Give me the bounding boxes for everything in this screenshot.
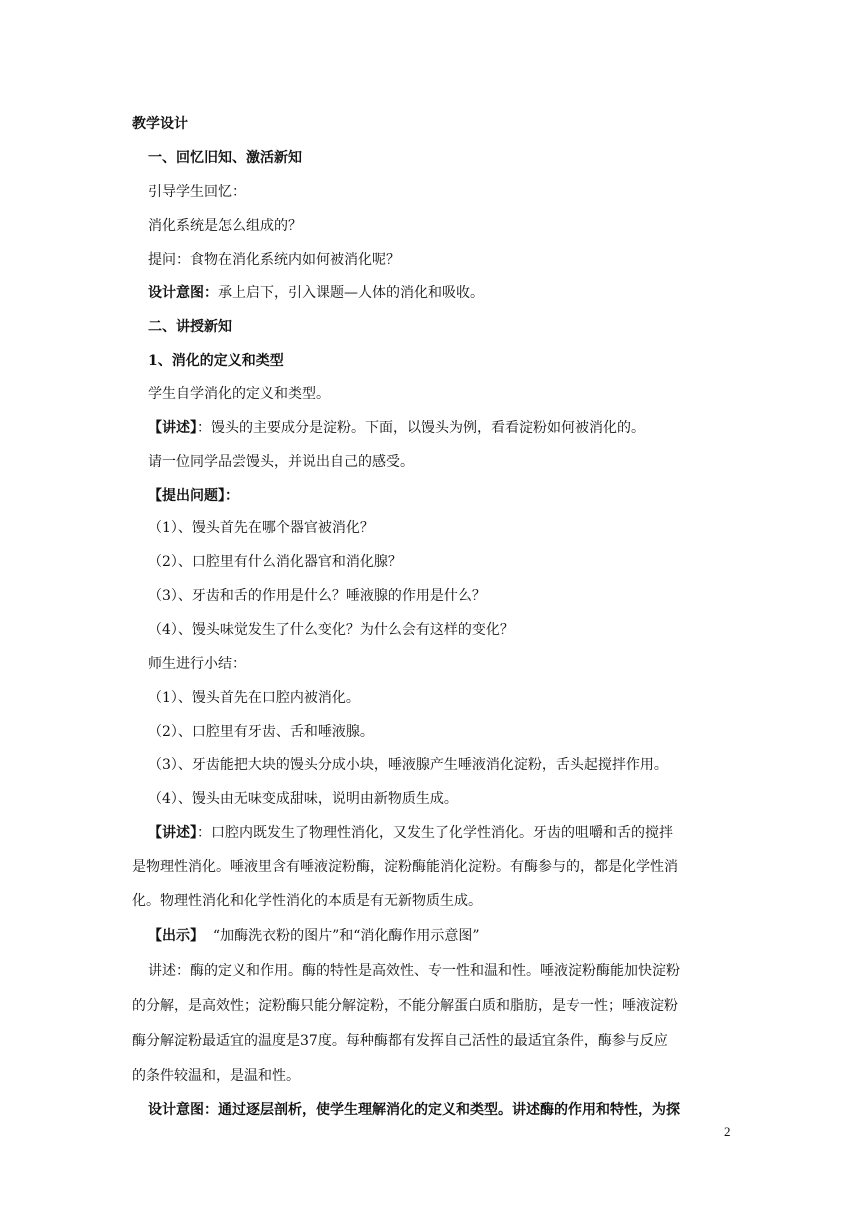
lecture-1-label: 【讲述】	[148, 420, 197, 436]
question-item: （3）、牙齿和舌的作用是什么？唾液腺的作用是什么？	[148, 588, 486, 604]
section-2-design-intent: 设计意图：通过逐层剖析，使学生理解消化的定义和类型。讲述酶的作用和特性，为探	[148, 1102, 680, 1118]
question-item: （4）、馒头味觉发生了什么变化？为什么会有这样的变化？	[148, 622, 514, 638]
question-item: （2）、口腔里有什么消化器官和消化腺？	[148, 554, 402, 570]
enzyme-line: 的分解，是高效性；淀粉酶只能分解淀粉，不能分解蛋白质和脂肪，是专一性；唾液淀粉	[132, 998, 678, 1014]
section-2-title: 二、讲授新知	[148, 319, 232, 335]
section-2-paragraph-1: 学生自学消化的定义和类型。	[148, 386, 330, 402]
summary-item: （3）、牙齿能把大块的馒头分成小块，唾液腺产生唾液消化淀粉，舌头起搅拌作用。	[148, 757, 668, 773]
question-item: （1）、馒头首先在哪个器官被消化？	[148, 520, 374, 536]
design-intent-text: 承上启下，引入课题—人体的消化和吸收。	[218, 285, 484, 301]
page-number: 2	[724, 1124, 731, 1139]
questions-label: 【提出问题】：	[148, 488, 239, 504]
summary-item: （2）、口腔里有牙齿、舌和唾液腺。	[148, 724, 374, 740]
lecture-2-text: ：口腔内既发生了物理性消化，又发生了化学性消化。牙齿的咀嚼和舌的搅拌	[197, 825, 673, 841]
enzyme-line: 讲述：酶的定义和作用。酶的特性是高效性、专一性和温和性。唾液淀粉酶能加快淀粉	[148, 963, 680, 979]
lecture-1	[148, 418, 645, 438]
lecture-2-line: 化。物理性消化和化学性消化的本质是有无新物质生成。	[132, 893, 482, 909]
lecture-2-label: 【讲述】	[148, 825, 197, 841]
section-1-design-intent	[148, 283, 484, 303]
section-1-title: 一、回忆旧知、激活新知	[148, 150, 302, 166]
section-1-paragraph-3: 提问：食物在消化系统内如何被消化呢？	[148, 252, 400, 268]
show-label: 【出示】	[148, 928, 204, 944]
summary-intro: 师生进行小结：	[148, 656, 246, 672]
subsection-1-title: 1、消化的定义和类型	[148, 353, 284, 369]
enzyme-line: 的条件较温和，是温和性。	[132, 1068, 300, 1084]
section-2-paragraph-2: 请一位同学品尝馒头，并说出自己的感受。	[148, 454, 414, 470]
show-item	[148, 926, 480, 946]
lecture-2-line	[148, 823, 673, 843]
section-1-paragraph-1: 引导学生回忆：	[148, 184, 246, 200]
enzyme-line: 酶分解淀粉最适宜的温度是37度。每种酶都有发挥自己活性的最适宜条件，酶参与反应	[132, 1033, 668, 1049]
document-heading: 教学设计	[132, 116, 188, 132]
show-text: “加酶洗衣粉的图片”和“消化酶作用示意图”	[212, 928, 480, 944]
lecture-2-line: 是物理性消化。唾液里含有唾液淀粉酶，淀粉酶能消化淀粉。有酶参与的，都是化学性消	[132, 859, 678, 875]
section-1-paragraph-2: 消化系统是怎么组成的？	[148, 218, 302, 234]
summary-item: （4）、馒头由无味变成甜味，说明由新物质生成。	[148, 791, 458, 807]
summary-item: （1）、馒头首先在口腔内被消化。	[148, 690, 360, 706]
lecture-1-text: ：馒头的主要成分是淀粉。下面，以馒头为例，看看淀粉如何被消化的。	[197, 420, 645, 436]
design-intent-label: 设计意图：	[148, 285, 218, 301]
